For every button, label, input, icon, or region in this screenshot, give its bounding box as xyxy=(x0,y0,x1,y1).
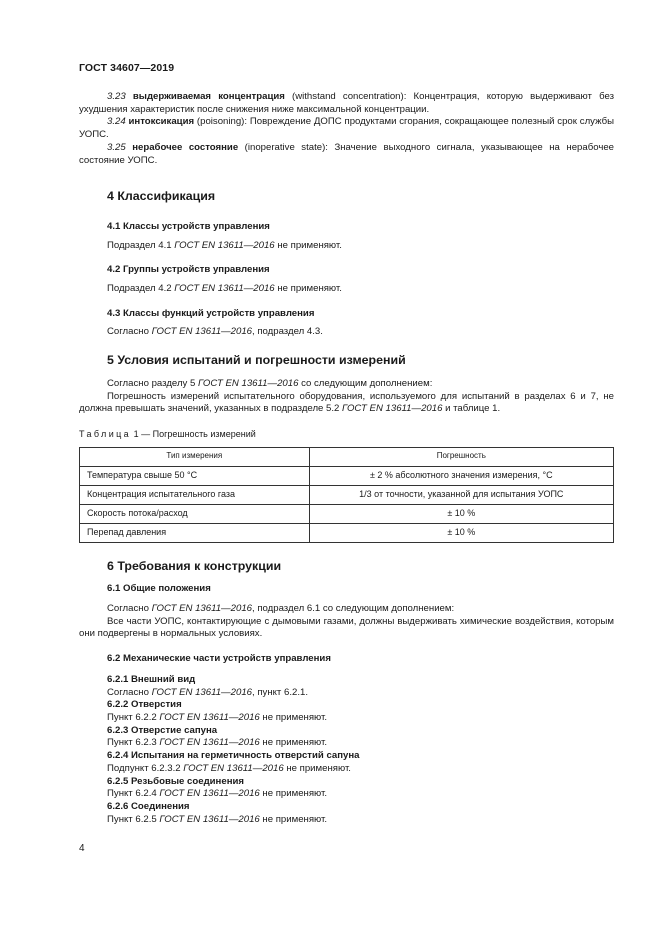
table-caption-text: 1 — Погрешность измерений xyxy=(131,428,256,439)
item-6-2-1-heading: 6.2.1 Внешний вид xyxy=(107,673,196,685)
item-6-2-6-heading: 6.2.6 Соединения xyxy=(107,800,190,812)
term-definition: Повреждение ДОПС продуктами сгорания, сокращающее полезный срок службы УОПС. xyxy=(79,116,614,141)
standard-reference: ГОСТ EN 13611—2016 xyxy=(159,813,260,825)
standard-reference: ГОСТ EN 13611—2016 xyxy=(159,788,260,800)
subsection-6-2-heading: 6.2 Механические части устройств управления xyxy=(107,653,331,665)
subsection-6-1-intro xyxy=(79,603,614,616)
standard-reference: ГОСТ EN 13611—2016 xyxy=(174,283,275,295)
standard-reference: ГОСТ EN 13611—2016 xyxy=(198,377,299,389)
table-1-caption xyxy=(79,428,614,441)
text-suffix: не применяют. xyxy=(259,788,328,800)
item-6-2-6-text xyxy=(79,814,614,827)
column-header: Тип измерения xyxy=(80,447,310,466)
table-cell: Скорость потока/расход xyxy=(80,504,310,523)
table-cell: Концентрация испытательного газа xyxy=(80,485,310,504)
text-suffix: и таблице 1. xyxy=(442,403,501,415)
item-6-2-2-heading: 6.2.2 Отверстия xyxy=(107,699,182,711)
term-english: (inoperative state): xyxy=(238,141,335,153)
item-6-2-5-heading: 6.2.5 Резьбовые соединения xyxy=(107,775,244,787)
term-3-24 xyxy=(79,116,614,141)
text-prefix: Погрешность измерений испытательного оборудования, используемого для испытаний в разделах 6 и 7, не должна превышать значений, указанных в подразделе 5.2 xyxy=(79,390,614,415)
page-content xyxy=(79,91,614,826)
text-prefix: Согласно xyxy=(107,603,152,615)
section-5-intro xyxy=(79,378,614,391)
standard-reference: ГОСТ EN 13611—2016 xyxy=(159,737,260,749)
subsection-6-1-heading: 6.1 Общие положения xyxy=(107,583,211,595)
term-number: 3.23 xyxy=(107,91,126,102)
standard-reference: ГОСТ EN 13611—2016 xyxy=(151,686,252,698)
text-prefix: Согласно xyxy=(107,326,152,338)
standard-reference: ГОСТ EN 13611—2016 xyxy=(183,762,284,774)
table-cell: ± 2 % абсолютного значения измерения, °C xyxy=(309,466,613,485)
standard-reference: ГОСТ EN 13611—2016 xyxy=(151,603,252,615)
text-prefix: Согласно xyxy=(107,686,152,698)
text-prefix: Пункт 6.2.4 xyxy=(107,788,160,800)
text-prefix: Подраздел 4.1 xyxy=(107,239,175,251)
section-4-heading: 4 Классификация xyxy=(107,189,216,204)
text-suffix: , пункт 6.2.1. xyxy=(252,686,308,698)
table-row xyxy=(80,523,614,542)
term-english: (poisoning): xyxy=(194,116,250,128)
term-3-25 xyxy=(79,142,614,167)
text-suffix: не применяют. xyxy=(259,711,328,723)
table-row xyxy=(80,485,614,504)
text-suffix: , подраздел 4.3. xyxy=(252,326,323,338)
text-suffix: не применяют. xyxy=(283,762,351,774)
table-cell: Перепад давления xyxy=(80,523,310,542)
subsection-4-1-text xyxy=(79,240,614,253)
subsection-4-2-heading: 4.2 Группы устройств управления xyxy=(107,264,270,276)
item-6-2-3-heading: 6.2.3 Отверстие сапуна xyxy=(107,724,218,736)
text-suffix: не применяют. xyxy=(274,283,342,295)
table-cell: Температура свыше 50 °C xyxy=(80,466,310,485)
page-number: 4 xyxy=(79,843,85,854)
section-5-accuracy-text xyxy=(79,391,614,416)
term-3-23 xyxy=(79,91,614,116)
subsection-4-2-text xyxy=(79,283,614,296)
text-prefix: Пункт 6.2.3 xyxy=(107,737,160,749)
column-header: Погрешность xyxy=(309,447,613,466)
term-name: выдерживаемая концентрация xyxy=(132,91,285,102)
term-english: (withstand concentration): xyxy=(284,91,414,102)
table-row xyxy=(80,466,614,485)
term-name: нерабочее состояние xyxy=(132,141,239,153)
measurement-error-table xyxy=(79,447,614,543)
item-6-2-5-text xyxy=(79,788,614,801)
item-6-2-1-text xyxy=(79,687,614,700)
term-number: 3.25 xyxy=(107,141,126,153)
table-caption-word: Таблица xyxy=(79,428,132,439)
table-row xyxy=(80,504,614,523)
document-header: ГОСТ 34607—2019 xyxy=(79,62,175,74)
item-6-2-3-text xyxy=(79,737,614,750)
section-5-heading: 5 Условия испытаний и погрешности измерений xyxy=(107,353,406,368)
standard-reference: ГОСТ EN 13611—2016 xyxy=(159,711,260,723)
table-header-row xyxy=(80,447,614,466)
subsection-4-1-heading: 4.1 Классы устройств управления xyxy=(107,220,270,232)
subsection-6-1-text: Все части УОПС, контактирующие с дымовыми газами, должны выдерживать химические воздействия, которым они подвергены в нормальных условиях. xyxy=(79,615,614,640)
term-name: интоксикация xyxy=(128,116,195,128)
table-cell: ± 10 % xyxy=(309,523,613,542)
standard-reference: ГОСТ EN 13611—2016 xyxy=(151,326,252,338)
term-number: 3.24 xyxy=(107,116,126,128)
table-cell: ± 10 % xyxy=(309,504,613,523)
table-cell: 1/3 от точности, указанной для испытания УОПС xyxy=(309,485,613,504)
subsection-4-3-heading: 4.3 Классы функций устройств управления xyxy=(107,307,315,319)
item-6-2-2-text xyxy=(79,712,614,725)
term-definition: Концентрация, которую выдерживают без ухудшения характеристик после снижения ниже максимальной концентрации. xyxy=(79,91,614,115)
section-6-heading: 6 Требования к конструкции xyxy=(107,558,282,573)
item-6-2-4-heading: 6.2.4 Испытания на герметичность отверстий сапуна xyxy=(107,750,360,762)
term-definition: Значение выходного сигнала, указывающее на нерабочее состояние УОПС. xyxy=(79,141,614,166)
text-prefix: Подраздел 4.2 xyxy=(107,283,175,295)
text-prefix: Пункт 6.2.2 xyxy=(107,711,160,723)
text-prefix: Подпункт 6.2.3.2 xyxy=(107,762,184,774)
text-suffix: не применяют. xyxy=(259,813,328,825)
subsection-4-3-text xyxy=(79,326,614,339)
item-6-2-4-text xyxy=(79,763,614,776)
text-suffix: со следующим дополнением: xyxy=(298,377,433,389)
text-suffix: не применяют. xyxy=(259,737,328,749)
standard-reference: ГОСТ EN 13611—2016 xyxy=(174,239,275,251)
text-prefix: Пункт 6.2.5 xyxy=(107,813,160,825)
text-prefix: Согласно разделу 5 xyxy=(107,377,199,389)
text-suffix: не применяют. xyxy=(274,239,342,251)
text-suffix: , подраздел 6.1 со следующим дополнением: xyxy=(252,603,455,615)
standard-reference: ГОСТ EN 13611—2016 xyxy=(342,403,443,415)
